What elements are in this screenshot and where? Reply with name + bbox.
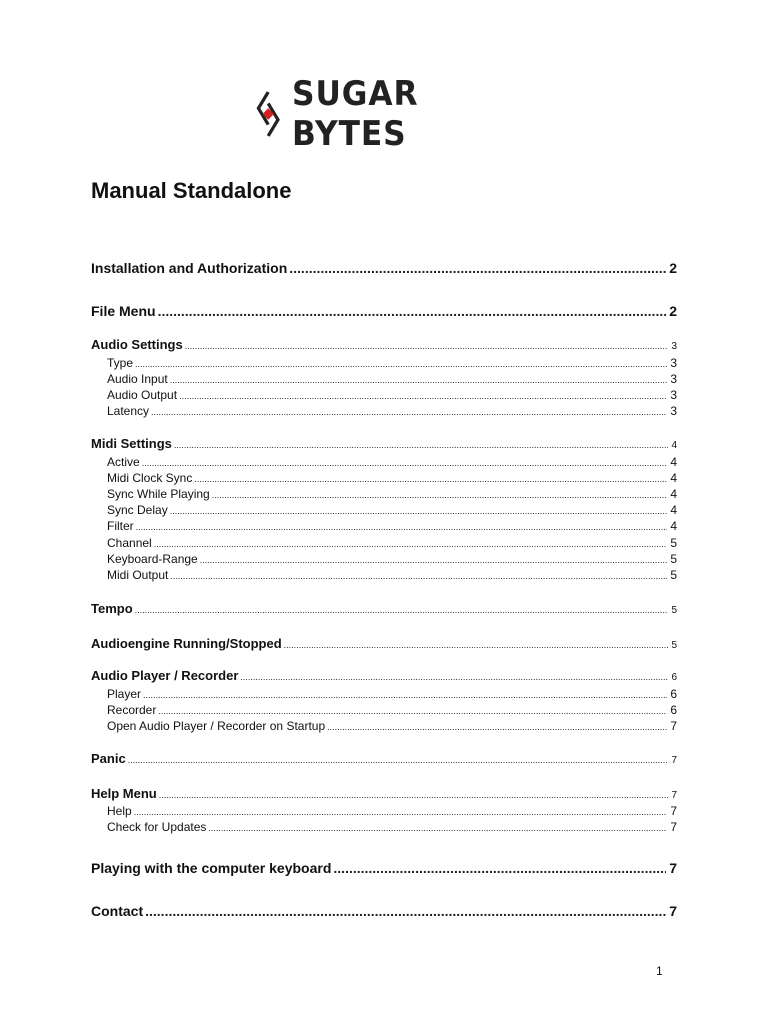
toc-entry-label: Type [107,356,134,370]
toc-leader-dots [333,860,666,876]
page-number: 1 [656,964,663,978]
toc-entry-page: 3 [670,372,677,386]
toc-entry-label: Audio Input [107,372,168,386]
toc-entry[interactable] [91,503,677,517]
toc-entry-label: Midi Output [107,568,169,582]
toc-entry[interactable] [91,455,677,469]
toc-leader-dots [135,605,669,615]
toc-entry-label: Help [107,804,132,818]
toc-entry[interactable] [91,820,677,834]
toc-entry[interactable] [91,786,677,801]
toc-entry[interactable] [91,636,677,651]
toc-entry-page: 7 [671,755,677,766]
toc-entry[interactable] [91,388,677,402]
toc-entry-label: Player [107,687,142,701]
toc-entry[interactable] [91,303,677,319]
toc-entry[interactable] [91,719,677,733]
toc-entry-label: Tempo [91,601,133,616]
toc-entry[interactable] [91,337,677,352]
toc-entry-label: Panic [91,751,126,766]
toc-entry[interactable] [91,687,677,701]
toc-leader-dots [135,359,667,369]
toc-entry-label: Contact [91,903,144,919]
toc-entry-page: 5 [671,605,677,616]
toc-entry[interactable] [91,668,677,683]
toc-entry-label: Open Audio Player / Recorder on Startup [107,719,326,733]
toc-entry-label: Audio Player / Recorder [91,668,239,683]
toc-entry-label: Check for Updates [107,820,207,834]
toc-leader-dots [145,903,666,919]
toc-entry[interactable] [91,568,677,582]
toc-leader-dots [159,790,669,800]
toc-entry-label: Midi Settings [91,436,172,451]
toc-entry-label: Filter [107,519,134,533]
toc-entry-label: Latency [107,404,150,418]
toc-entry[interactable] [91,703,677,717]
toc-entry-page: 3 [670,356,677,370]
toc-entry-label: File Menu [91,303,156,319]
toc-entry-page: 7 [670,719,677,733]
toc-entry-page: 7 [669,903,677,919]
toc-entry-page: 4 [670,455,677,469]
toc-entry-page: 7 [670,820,677,834]
toc-leader-dots [194,474,667,484]
toc-entry[interactable] [91,860,677,876]
toc-entry-page: 5 [670,536,677,550]
toc-entry-label: Keyboard-Range [107,552,198,566]
toc-entry-page: 6 [670,703,677,717]
toc-entry-label: Playing with the computer keyboard [91,860,332,876]
toc-entry-page: 3 [670,404,677,418]
toc-entry-page: 5 [671,640,677,651]
toc-leader-dots [142,458,668,468]
page-title: Manual Standalone [91,178,292,203]
toc-leader-dots [179,391,667,401]
toc-entry[interactable] [91,519,677,533]
toc-leader-dots [143,690,667,700]
toc-entry-page: 7 [671,790,677,801]
toc-entry-label: Midi Clock Sync [107,471,193,485]
toc-entry-page: 6 [671,672,677,683]
toc-entry-label: Sync Delay [107,503,168,517]
toc-leader-dots [170,375,668,385]
toc-entry-page: 4 [670,487,677,501]
toc-entry-page: 3 [670,388,677,402]
toc-leader-dots [154,539,668,549]
toc-entry-page: 3 [671,341,677,352]
toc-entry[interactable] [91,487,677,501]
toc-leader-dots [151,407,667,417]
toc-entry-label: Sync While Playing [107,487,210,501]
toc-leader-dots [136,522,668,532]
logo-diamond-icon [256,85,280,143]
toc-leader-dots [284,640,669,650]
toc-entry[interactable] [91,436,677,451]
toc-leader-dots [158,706,667,716]
toc-entry[interactable] [91,903,677,919]
toc-leader-dots [212,490,668,500]
toc-leader-dots [170,506,668,516]
toc-entry[interactable] [91,471,677,485]
toc-leader-dots [128,755,669,765]
toc-entry-label: Installation and Authorization [91,260,288,276]
sugar-bytes-logo [256,74,516,154]
logo-wordmark: SUGAR BYTES [292,74,419,154]
toc-entry-page: 7 [670,804,677,818]
toc-entry-page: 4 [670,503,677,517]
toc-entry[interactable] [91,404,677,418]
toc-entry-page: 4 [670,519,677,533]
toc-entry[interactable] [91,804,677,818]
toc-entry-label: Active [107,455,140,469]
toc-entry-page: 4 [670,471,677,485]
toc-entry[interactable] [91,601,677,616]
toc-entry[interactable] [91,356,677,370]
toc-entry-page: 4 [671,440,677,451]
toc-entry-page: 2 [669,303,677,319]
toc-entry-label: Help Menu [91,786,157,801]
toc-entry-page: 2 [669,260,677,276]
toc-entry-label: Audio Settings [91,337,183,352]
toc-entry[interactable] [91,552,677,566]
toc-leader-dots [170,571,667,581]
toc-entry-label: Audioengine Running/Stopped [91,636,282,651]
toc-entry-page: 5 [670,568,677,582]
toc-entry[interactable] [91,751,677,766]
toc-leader-dots [185,341,669,351]
toc-leader-dots [208,823,667,833]
toc-entry-page: 5 [670,552,677,566]
toc-entry[interactable] [91,536,677,550]
toc-leader-dots [158,303,667,319]
toc-leader-dots [240,672,668,682]
toc-leader-dots [327,722,667,732]
toc-entry-page: 6 [670,687,677,701]
toc-leader-dots [174,440,669,450]
toc-leader-dots [200,555,668,565]
toc-entry-label: Recorder [107,703,157,717]
toc-entry-label: Audio Output [107,388,178,402]
toc-entry[interactable] [91,372,677,386]
toc-leader-dots [289,260,666,276]
toc-entry[interactable] [91,260,677,276]
toc-entry-label: Channel [107,536,152,550]
toc-leader-dots [134,807,668,817]
toc-entry-page: 7 [669,860,677,876]
